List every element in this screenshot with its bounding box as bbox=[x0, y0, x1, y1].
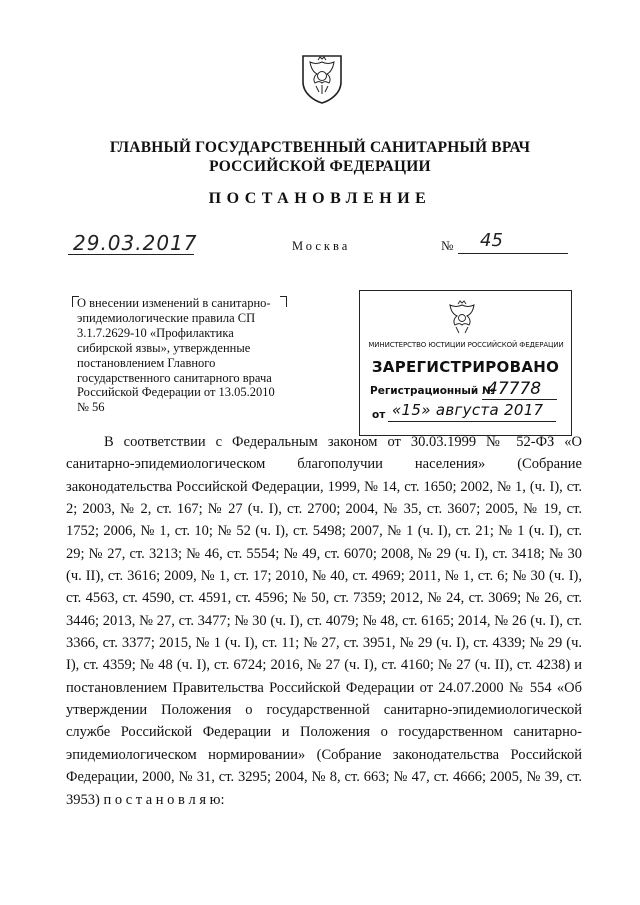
issuer-subtitle: РОССИЙСКОЙ ФЕДЕРАЦИИ bbox=[209, 158, 431, 175]
coat-of-arms-icon bbox=[299, 52, 345, 104]
stamp-emblem-icon bbox=[442, 299, 482, 335]
stamp-registered: ЗАРЕГИСТРИРОВАНО bbox=[371, 358, 560, 376]
stamp-from-label: от bbox=[372, 409, 386, 421]
stamp-date-underline bbox=[388, 421, 556, 422]
document-body bbox=[66, 431, 582, 811]
stamp-reg-number: 47778 bbox=[487, 379, 542, 399]
document-number-label: № bbox=[441, 238, 454, 253]
stamp-number-underline bbox=[482, 399, 557, 400]
document-date: 29.03.2017 bbox=[73, 231, 198, 255]
stamp-ministry: МИНИСТЕРСТВО ЮСТИЦИИ РОССИЙСКОЙ ФЕДЕРАЦИИ bbox=[368, 341, 564, 349]
document-title: ПОСТАНОВЛЕНИЕ bbox=[208, 190, 432, 207]
issuer-title: ГЛАВНЫЙ ГОСУДАРСТВЕННЫЙ САНИТАРНЫЙ ВРАЧ bbox=[109, 139, 531, 156]
stamp-reg-number-label: Регистрационный № bbox=[370, 385, 495, 397]
document-city: Москва bbox=[292, 239, 351, 253]
stamp-reg-date: «15» августа 2017 bbox=[392, 401, 544, 419]
date-underline bbox=[68, 254, 194, 255]
document-subject: О внесении изменений в санитарно-эпидемиологические правила СП 3.1.7.2629-10 «Профилактика сибирской язвы», утвержденные постановлением Главного государственного санитарного врача Российской Федерации от 13.05.2010 № 56 bbox=[77, 296, 275, 415]
number-underline bbox=[458, 253, 568, 254]
registration-stamp bbox=[359, 290, 572, 436]
body-paragraph: В соответствии с Федеральным законом от 30.03.1999 № 52-ФЗ «О санитарно-эпидемиологическом благополучии населения» (Собрание законодательства Российской Федерации, 1999, № 14, ст. 1650; 2002, № 1, (ч. I), ст. 2; 2003, № 2, ст. 167; № 27 (ч. I), ст. 2700; 2004, № 35, ст. 3607; 2005, № 19, ст. 1752; 2006, № 1, ст. 10; № 52 (ч. I), ст. 5498; 2007, № 1 (ч. I), ст. 21; № 1 (ч. I), ст. 29; № 27, ст. 3213; № 46, ст. 5554; № 49, ст. 6070; 2008, № 29 (ч. I), ст. 3418; № 30 (ч. II), ст. 3616; 2009, № 1, ст. 17; 2010, № 40, ст. 4969; 2011, № 1, ст. 6; № 30 (ч. I), ст. 4563, ст. 4590, ст. 4591, ст. 4596; № 50, ст. 7359; 2012, № 24, ст. 3069; № 26, ст. 3446; 2013, № 27, ст. 3477; № 30 (ч. I), ст. 4079; № 48, ст. 6165; 2014, № 26 (ч. I), ст. 3366, ст. 3377; 2015, № 1 (ч. I), ст. 11; № 27, ст. 3951, № 29 (ч. I), ст. 4339; № 29 (ч. I), ст. 4359; № 48 (ч. I), ст. 6724; 2016, № 27 (ч. I), ст. 4160; № 27 (ч. II), ст. 4238) и постановлением Правительства Российской Федерации от 24.07.2000 № 554 «Об утверждении Положения о государственной санитарно-эпидемиологической службе Российской Федерации и Положения о государственном санитарно-эпидемиологическом нормировании» (Собрание законодательства Российской Федерации, 2000, № 31, ст. 3295; 2004, № 8, ст. 663; № 47, ст. 4666; 2005, № 39, ст. 3953) п о с т а н о в л я ю: bbox=[66, 434, 582, 808]
document-number: 45 bbox=[480, 230, 503, 251]
